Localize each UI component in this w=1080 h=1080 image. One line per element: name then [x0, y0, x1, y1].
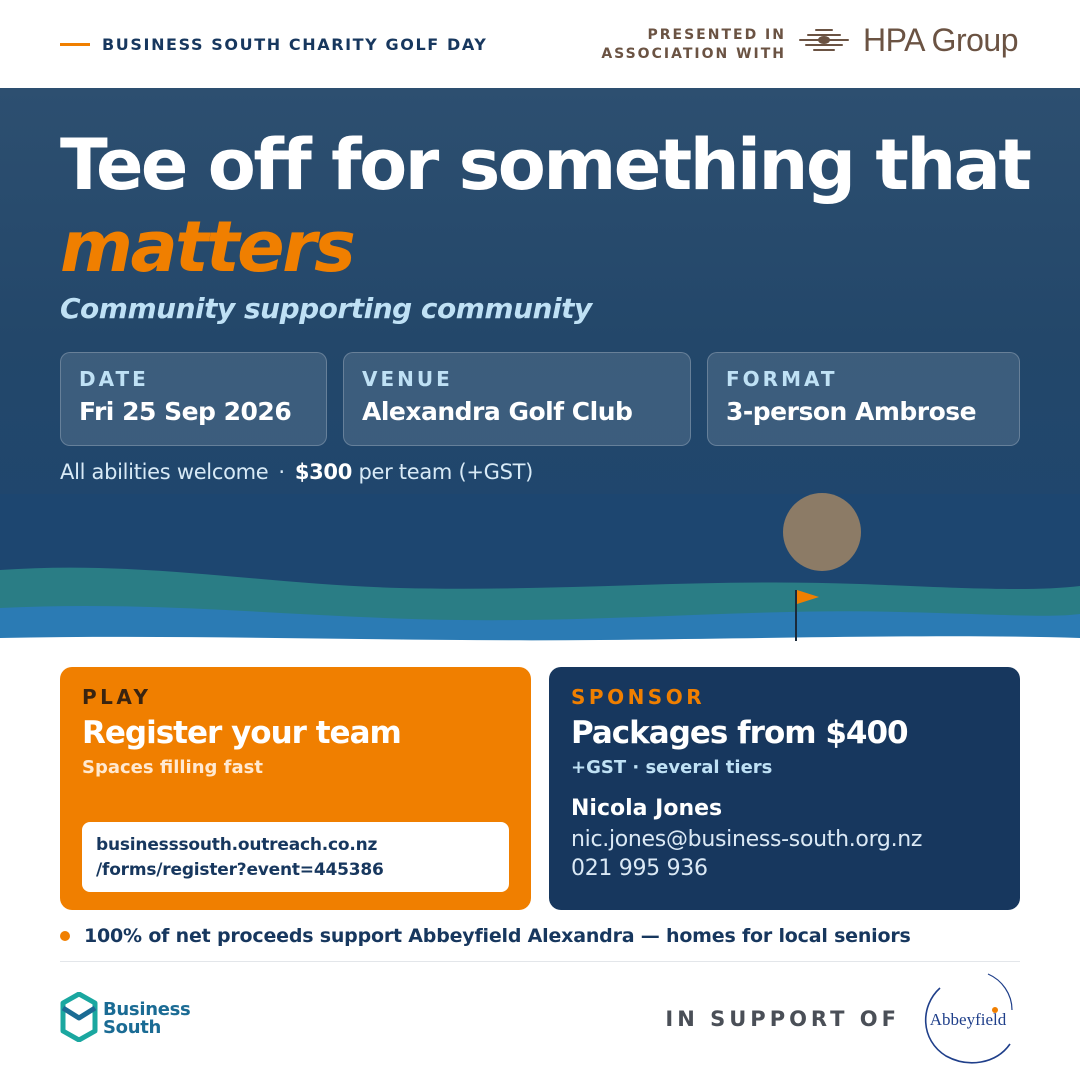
support-text: IN SUPPORT OF — [665, 1007, 900, 1031]
headline-accent: matters — [60, 206, 354, 288]
hpa-logo-icon — [798, 26, 850, 56]
business-south-logo-icon — [60, 992, 98, 1042]
play-label: PLAY — [82, 685, 152, 709]
venue-card — [343, 352, 691, 446]
register-url-line-2: /forms/register?event=445386 — [96, 860, 384, 880]
venue-label: VENUE — [362, 367, 453, 391]
format-value: 3-person Ambrose — [726, 397, 977, 426]
headline-main: Tee off for something that — [60, 124, 1030, 206]
accent-dash — [60, 43, 90, 46]
org-line-2: South — [103, 1017, 162, 1038]
proceeds-text: 100% of net proceeds support Abbeyfield Alexandra — homes for local seniors — [84, 925, 911, 947]
golf-landscape-illustration — [0, 488, 1080, 648]
abbeyfield-wordmark: Abbeyfield — [929, 1010, 1007, 1029]
presented-line-2: ASSOCIATION WITH — [601, 46, 786, 62]
sun-icon — [783, 493, 861, 571]
sponsor-title: Packages from $400 — [571, 715, 908, 751]
event-name: BUSINESS SOUTH CHARITY GOLF DAY — [102, 35, 488, 54]
sponsor-subtitle: +GST · several tiers — [571, 757, 773, 778]
contact-phone-link[interactable]: 021 995 936 — [571, 856, 708, 881]
presented-line-1: PRESENTED IN — [647, 27, 786, 43]
register-link[interactable] — [82, 822, 509, 892]
presented-in-association — [601, 26, 786, 64]
hero-section — [0, 88, 1080, 648]
footer-divider — [60, 961, 1020, 962]
proceeds-note — [60, 925, 911, 947]
sponsor-label: SPONSOR — [571, 685, 706, 709]
price-suffix: per team (+GST) — [358, 460, 534, 484]
venue-value: Alexandra Golf Club — [362, 397, 633, 426]
headline — [60, 124, 1029, 288]
event-extras — [60, 460, 533, 484]
abbeyfield-logo-icon — [918, 968, 1018, 1068]
business-south-wordmark — [103, 1001, 190, 1037]
bullet-dot-icon — [60, 931, 70, 941]
event-tag — [60, 35, 487, 54]
format-label: FORMAT — [726, 367, 838, 391]
sponsor-card — [549, 667, 1020, 910]
contact-email-link[interactable]: nic.jones@business-south.org.nz — [571, 827, 923, 852]
subhead: Community supporting community — [60, 292, 592, 325]
date-card — [60, 352, 327, 446]
team-price: $300 — [294, 460, 353, 484]
contact-name: Nicola Jones — [571, 796, 723, 821]
abilities-text: All abilities welcome — [60, 460, 269, 484]
date-value: Fri 25 Sep 2026 — [79, 397, 292, 426]
register-subtitle: Spaces filling fast — [82, 757, 263, 778]
separator-dot: · — [278, 460, 285, 484]
play-card — [60, 667, 531, 910]
org-line-1: Business — [103, 999, 191, 1020]
date-label: DATE — [79, 367, 149, 391]
register-title: Register your team — [82, 715, 401, 751]
format-card — [707, 352, 1020, 446]
header-bar — [0, 0, 1080, 88]
partner-name: HPA Group — [863, 22, 1018, 58]
register-url-line-1: businesssouth.outreach.co.nz — [96, 835, 378, 855]
